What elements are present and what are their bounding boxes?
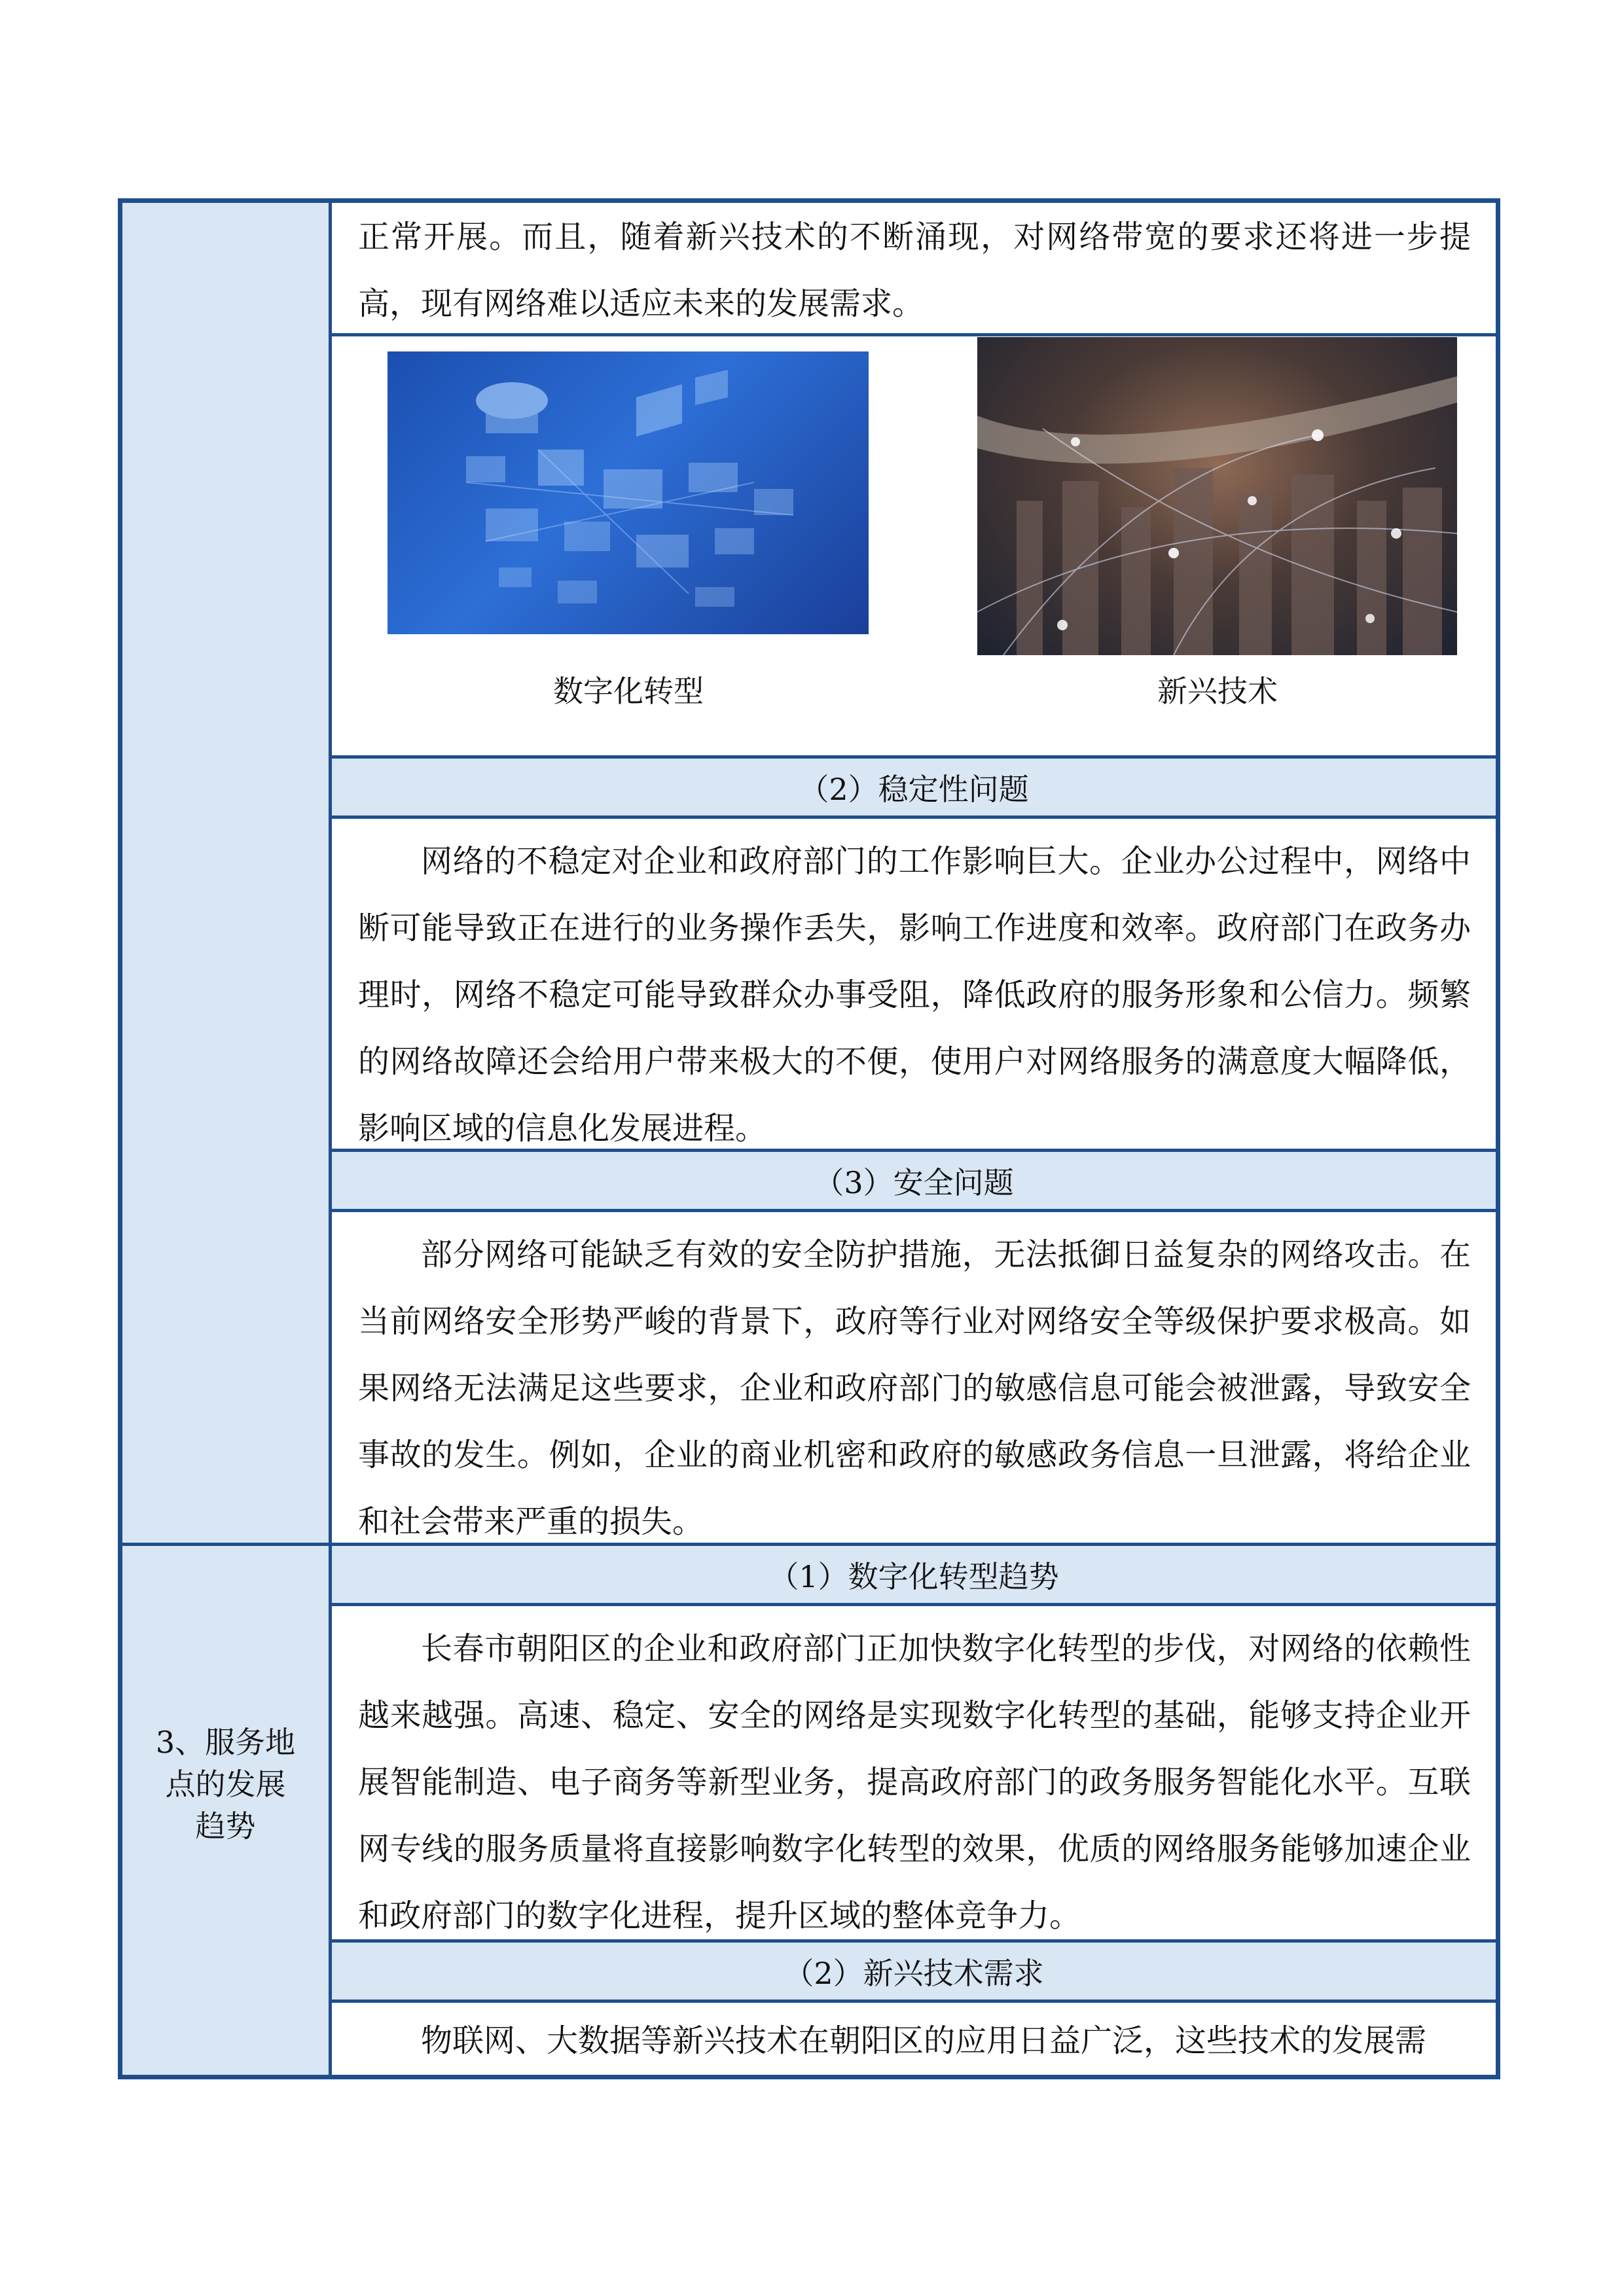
emerging-technology-illustration bbox=[977, 337, 1457, 655]
digital-transformation-illustration bbox=[388, 351, 869, 634]
stability-paragraph: 网络的不稳定对企业和政府部门的工作影响巨大。企业办公过程中，网络中断可能导致正在进行的业务操作丢失，影响工作进度和效率。政府部门在政务办理时，网络不稳定可能导致群众办事受阻，降低政府的服务形象和公信力。频繁的网络故障还会给用户带来极大的不便，使用户对网络服务的满意度大幅降低，影响区域的信息化发展进程。 bbox=[358, 843, 1471, 1147]
digital-trend-heading: （1）数字化转型趋势 bbox=[332, 1546, 1496, 1603]
security-paragraph: 部分网络可能缺乏有效的安全防护措施，无法抵御日益复杂的网络攻击。在当前网络安全形势严峻的背景下，政府等行业对网络安全等级保护要求极高。如果网络无法满足这些要求，企业和政府部门的敏感信息可能会被泄露，导致安全事故的发生。例如，企业的商业机密和政府的敏感政务信息一旦泄露，将给企业和社会带来严重的损失。 bbox=[358, 1236, 1471, 1540]
section-label-line3: 趋势 bbox=[195, 1808, 256, 1844]
digital-transformation-caption: 数字化转型 bbox=[553, 673, 704, 709]
content-table bbox=[118, 198, 1500, 2079]
emerging-tech-paragraph: 物联网、大数据等新兴技术在朝阳区的应用日益广泛，这些技术的发展需 bbox=[421, 2022, 1427, 2059]
security-heading: （3）安全问题 bbox=[332, 1152, 1496, 1209]
section-label bbox=[122, 1721, 329, 1847]
continued-paragraph: 正常开展。而且，随着新兴技术的不断涌现，对网络带宽的要求还将进一步提高，现有网络难以适应未来的发展需求。 bbox=[358, 219, 1471, 322]
row-divider bbox=[329, 2000, 1496, 2003]
digital-trend-paragraph: 长春市朝阳区的企业和政府部门正加快数字化转型的步伐，对网络的依赖性越来越强。高速、稳定、安全的网络是实现数字化转型的基础，能够支持企业开展智能制造、电子商务等新型业务，提高政府部门的政务服务智能化水平。互联网专线的服务质量将直接影响数字化转型的效果，优质的网络服务能够加速企业和政府部门的数字化进程，提升区域的整体竞争力。 bbox=[358, 1630, 1471, 1934]
section-label-line1: 3、服务地 bbox=[155, 1725, 296, 1760]
row-divider bbox=[329, 816, 1496, 819]
row-divider bbox=[329, 1603, 1496, 1606]
stability-heading: （2）稳定性问题 bbox=[332, 759, 1496, 816]
digital-transformation-image bbox=[388, 351, 869, 634]
emerging-technology-image bbox=[977, 337, 1457, 655]
emerging-technology-caption: 新兴技术 bbox=[1157, 673, 1278, 709]
row-divider bbox=[329, 333, 1496, 336]
column-divider bbox=[329, 203, 332, 2075]
section-label-line2: 点的发展 bbox=[165, 1767, 286, 1802]
row-divider bbox=[329, 1209, 1496, 1212]
emerging-tech-heading: （2）新兴技术需求 bbox=[332, 1943, 1496, 2000]
